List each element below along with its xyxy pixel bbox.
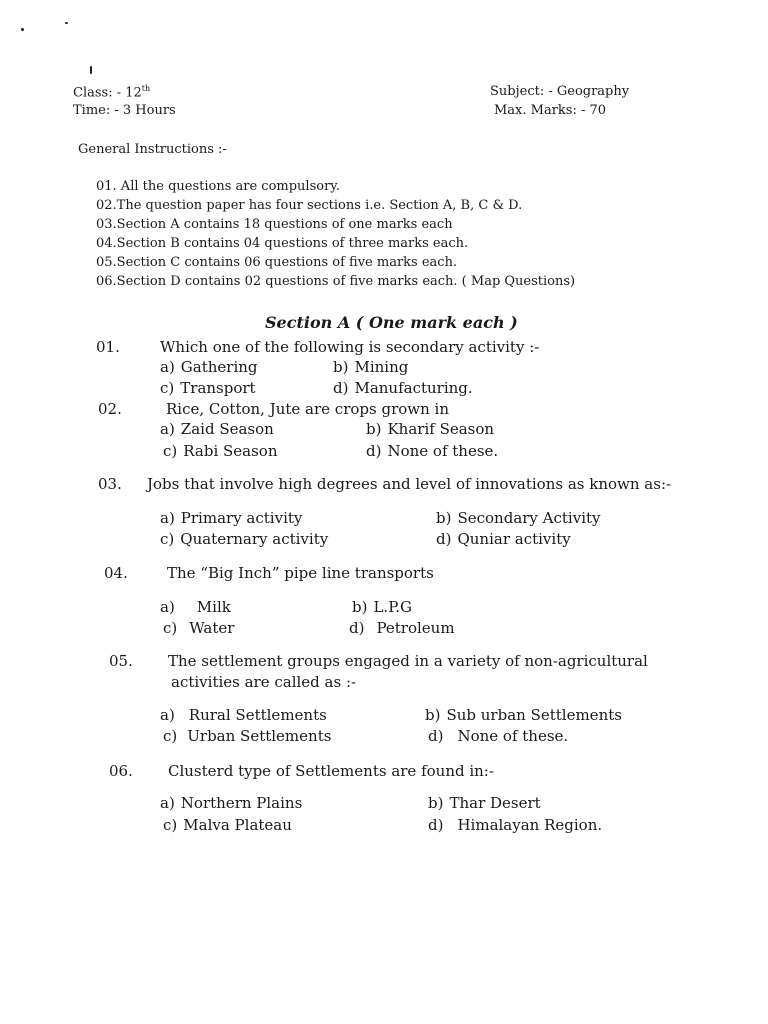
scan-speck: [90, 66, 92, 74]
option-a: a) Gathering: [160, 358, 258, 376]
instruction-item: 04.Section B contains 04 questions of three marks each.: [96, 236, 469, 251]
option-a: a) Milk: [160, 598, 231, 616]
max-marks-label: Max. Marks: - 70: [494, 103, 607, 118]
question-number: 03.: [98, 475, 122, 493]
time-label: Time: - 3 Hours: [73, 103, 176, 118]
instruction-item: 05.Section C contains 06 questions of five marks each.: [96, 255, 458, 270]
instruction-item: 02.The question paper has four sections i.e. Section A, B, C & D.: [96, 198, 523, 213]
instruction-item: 03.Section A contains 18 questions of one marks each: [96, 217, 453, 232]
option-c: c) Water: [163, 619, 235, 637]
question-text: Jobs that involve high degrees and level of innovations as known as:-: [147, 475, 672, 493]
option-b: b) Secondary Activity: [436, 509, 601, 527]
scan-speck: [65, 22, 68, 24]
option-b: b) Thar Desert: [428, 794, 541, 812]
option-c: c) Transport: [160, 379, 256, 397]
option-a: a) Zaid Season: [160, 420, 274, 438]
question-number: 01.: [96, 338, 120, 356]
question-text: Rice, Cotton, Jute are crops grown in: [166, 400, 450, 418]
option-b: b) Kharif Season: [366, 420, 495, 438]
option-d: d) Petroleum: [349, 619, 455, 637]
option-d: d) None of these.: [366, 442, 499, 460]
scan-speck: [21, 28, 24, 31]
option-b: b) Mining: [333, 358, 409, 376]
section-a-title: Section A ( One mark each ): [265, 313, 518, 332]
option-d: d) Quniar activity: [436, 530, 571, 548]
subject-label: Subject: - Geography: [490, 84, 630, 99]
question-number: 05.: [109, 652, 133, 670]
option-c: c) Urban Settlements: [163, 727, 332, 745]
instructions-title: General Instructions :-: [78, 142, 227, 157]
option-d: d) Manufacturing.: [333, 379, 473, 397]
question-text-continued: activities are called as :-: [171, 673, 357, 691]
question-text: The settlement groups engaged in a variety of non-agricultural: [168, 652, 648, 670]
option-c: c) Malva Plateau: [163, 816, 292, 834]
class-label: Class: - 12th: [73, 84, 151, 101]
question-text: The “Big Inch” pipe line transports: [167, 564, 434, 582]
question-text: Clusterd type of Settlements are found in:-: [168, 762, 494, 780]
option-b: b) Sub urban Settlements: [425, 706, 622, 724]
option-b: b) L.P.G: [352, 598, 413, 616]
question-text: Which one of the following is secondary activity :-: [160, 338, 540, 356]
question-number: 06.: [109, 762, 133, 780]
option-c: c) Quaternary activity: [160, 530, 329, 548]
instruction-item: 01. All the questions are compulsory.: [96, 179, 341, 194]
option-a: a) Northern Plains: [160, 794, 303, 812]
question-number: 02.: [98, 400, 122, 418]
question-number: 04.: [104, 564, 128, 582]
option-d: d) Himalayan Region.: [428, 816, 603, 834]
option-d: d) None of these.: [428, 727, 569, 745]
option-a: a) Primary activity: [160, 509, 303, 527]
instruction-item: 06.Section D contains 02 questions of five marks each. ( Map Questions): [96, 274, 576, 289]
option-c: c) Rabi Season: [163, 442, 278, 460]
option-a: a) Rural Settlements: [160, 706, 327, 724]
